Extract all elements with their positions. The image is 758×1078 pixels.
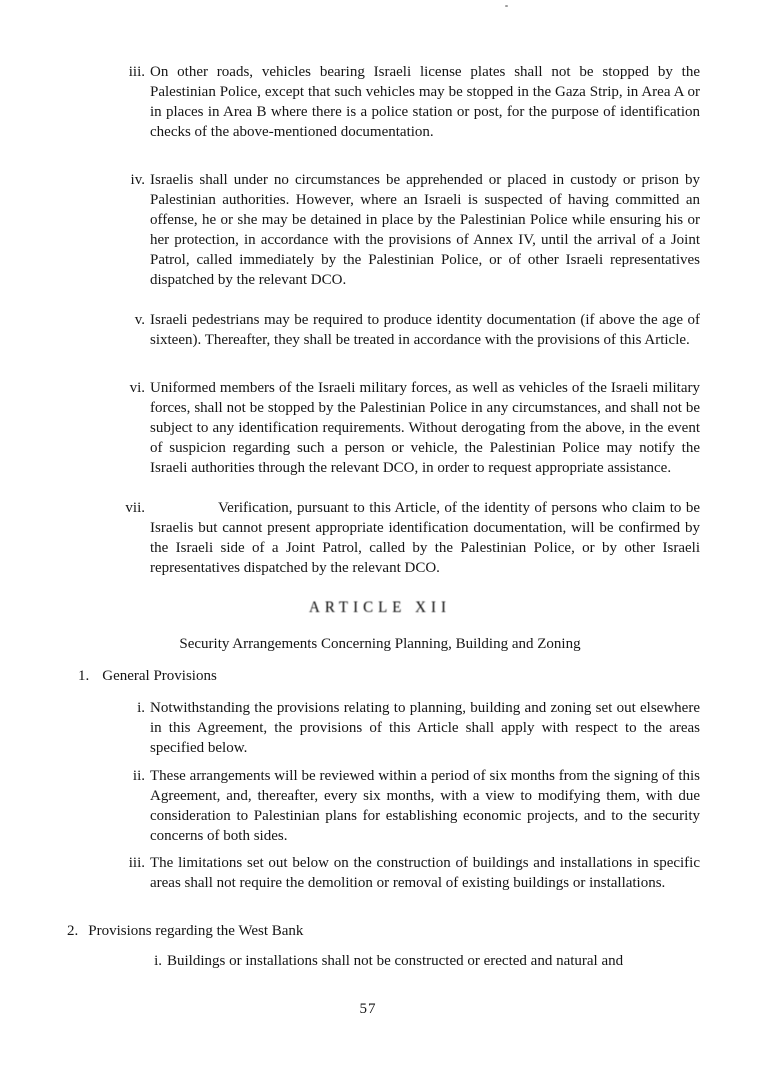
clause-iii-text: On other roads, vehicles bearing Israeli license plates shall not be stopped by the Palestinian Police, except that such vehicles may be stopped in the Gaza Strip, in Area A or in places in Area B where there is a police station or post, for the purpose of identification checks of the above-mentioned documentation. [150,64,700,140]
section-1-item-ii-label: ii. [132,768,145,784]
section-2-item-i-text: Buildings or installations shall not be constructed or erected and natural and [167,953,624,969]
clause-v-label: v. [134,312,145,328]
section-1-item-iii [128,853,700,893]
clause-vi-label: vi. [129,380,145,396]
article-heading: ARTICLE XII [309,599,451,617]
section-1-heading [78,666,217,686]
section-1-item-ii-text: These arrangements will be reviewed within a period of six months from the signing of this Agreement, and, thereafter, every six months, with a view to modifying them, with due consideration to Palestinian plans for establishing economic projects, and to the security concerns of both sides. [150,768,700,844]
clause-iii [128,62,700,142]
clause-iv-label: iv. [130,172,145,188]
clause-vii-text: Verification, pursuant to this Article, of the identity of persons who claim to be Israelis but cannot present appropriate identification documentation, will be confirmed by the Israeli side of a Joint Patrol, called by the Palestinian Police, or by other Israeli representatives dispatched by the relevant DCO. [150,500,700,576]
clause-vii [125,498,700,578]
clause-v [134,310,700,350]
clause-iv-text: Israelis shall under no circumstances be apprehended or placed in custody or prison by Palestinian authorities. However, where an Israeli is suspected of having committed an offense, he or she may be detained in place by the Palestinian Police while ensuring his or her protection, in accordance with the provisions of Annex IV, until the arrival of a Joint Patrol, called immediately by the Palestinian Police, or of other Israeli representatives dispatched by the relevant DCO. [150,172,700,288]
section-2-number: 2. [67,923,79,939]
section-2-heading [67,921,303,941]
section-1-item-iii-label: iii. [128,855,145,871]
clause-iii-label: iii. [128,64,145,80]
clause-iv [130,170,700,290]
section-2-item-i-label: i. [154,953,162,969]
clause-vii-label: vii. [125,500,145,516]
section-2-item-i [154,951,700,971]
section-2-title: Provisions regarding the West Bank [88,923,304,939]
section-1-title: General Provisions [102,668,217,684]
clause-vi [129,378,700,478]
clause-vi-text: Uniformed members of the Israeli military forces, as well as vehicles of the Israeli military forces, shall not be stopped by the Palestinian Police in any circumstances, and shall not be subject to any identification requirements. Without derogating from the above, in the event of suspicion regarding such a person or vehicle, the Palestinian Police may notify the Israeli authorities through the relevant DCO, in order to request appropriate assistance. [150,380,700,476]
article-subtitle: Security Arrangements Concerning Planning, Building and Zoning [179,636,581,652]
page-number: 57 [359,1001,377,1017]
section-1-item-ii [132,766,700,846]
clause-v-text: Israeli pedestrians may be required to produce identity documentation (if above the age of sixteen). Thereafter, they shall be treated in accordance with the provisions of this Article. [150,312,700,348]
section-1-item-i-text: Notwithstanding the provisions relating to planning, building and zoning set out elsewhere in this Agreement, the provisions of this Article shall apply with respect to the areas specified below. [150,700,700,756]
section-1-item-i [137,698,700,758]
section-1-number: 1. [78,668,90,684]
scan-artifact-dot [505,5,508,7]
section-1-item-i-label: i. [137,700,145,716]
section-1-item-iii-text: The limitations set out below on the construction of buildings and installations in specific areas shall not require the demolition or removal of existing buildings or installations. [150,855,700,891]
